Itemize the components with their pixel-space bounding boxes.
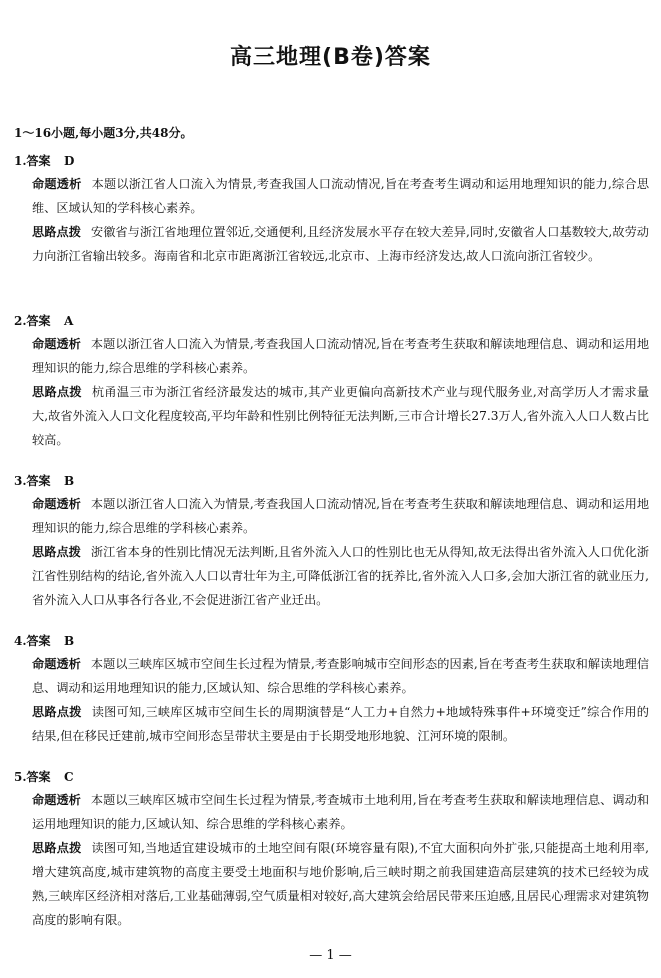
question-number: 3.	[14, 474, 27, 488]
question-1	[14, 150, 649, 268]
answer-label: 答案	[26, 314, 51, 328]
page-number: — 1 —	[309, 948, 352, 963]
hint-paragraph	[14, 380, 649, 452]
answer-label: 答案	[26, 770, 51, 784]
hint-paragraph	[14, 836, 649, 932]
question-number: 4.	[14, 634, 27, 648]
analysis-label: 命题透析	[32, 657, 81, 671]
analysis-text: 本题以三峡库区城市空间生长过程为情景,考查影响城市空间形态的因素,旨在考查考生获取和解读地理信息、调动和运用地理知识的能力,区域认知、综合思维的学科核心素养。	[32, 657, 650, 695]
answer-line	[14, 150, 649, 172]
question-5	[14, 766, 649, 932]
section-intro: 1～16小题,每小题3分,共48分。	[14, 126, 193, 140]
answer-line	[14, 630, 649, 652]
hint-paragraph	[14, 700, 649, 748]
analysis-text: 本题以浙江省人口流入为情景,考查我国人口流动情况,旨在考查考生获取和解读地理信息、调动和运用地理知识的能力,综合思维的学科核心素养。	[32, 337, 650, 375]
answer-line	[14, 470, 649, 492]
analysis-text: 本题以浙江省人口流入为情景,考查我国人口流动情况,旨在考查考生获取和解读地理信息、调动和运用地理知识的能力,综合思维的学科核心素养。	[32, 497, 650, 535]
answer-value: A	[64, 314, 74, 328]
answer-value: B	[64, 474, 75, 488]
answer-value: B	[64, 634, 75, 648]
hint-paragraph	[14, 220, 649, 268]
hint-label: 思路点拨	[32, 225, 81, 239]
answer-line	[14, 310, 649, 332]
analysis-paragraph	[14, 788, 649, 836]
analysis-paragraph	[14, 172, 649, 220]
hint-text: 浙江省本身的性别比情况无法判断,且省外流入人口的性别比也无从得知,故无法得出省外流入人口优化浙江省性别结构的结论,省外流入人口以青壮年为主,可降低浙江省的抚养比,省外流入人口多,会加大浙江省的就业压力,省外流入人口从事各行各业,不会促进浙江省产业迁出。	[32, 545, 650, 607]
answer-label: 答案	[26, 634, 51, 648]
analysis-text: 本题以三峡库区城市空间生长过程为情景,考查城市土地利用,旨在考查考生获取和解读地理信息、调动和运用地理知识的能力,区域认知、综合思维的学科核心素养。	[32, 793, 650, 831]
analysis-text: 本题以浙江省人口流入为情景,考查我国人口流动情况,旨在考查考生调动和运用地理知识的能力,综合思维、区域认知的学科核心素养。	[32, 177, 650, 215]
analysis-paragraph	[14, 332, 649, 380]
hint-paragraph	[14, 540, 649, 612]
hint-text: 安徽省与浙江省地理位置邻近,交通便利,且经济发展水平存在较大差异,同时,安徽省人口基数较大,故劳动力向浙江省输出较多。海南省和北京市距离浙江省较远,北京市、上海市经济发达,故人口流向浙江省较少。	[32, 225, 649, 263]
question-number: 1.	[14, 154, 27, 168]
question-4	[14, 630, 649, 748]
analysis-paragraph	[14, 652, 649, 700]
question-3	[14, 470, 649, 612]
answer-label: 答案	[26, 154, 51, 168]
hint-text: 读图可知,三峡库区城市空间生长的周期演替是“人工力+自然力+地域特殊事件+环境变迁”综合作用的结果,但在移民迁建前,城市空间形态呈带状主要是由于长期受地形地貌、江河环境的限制。	[32, 705, 649, 743]
hint-label: 思路点拨	[32, 385, 82, 399]
analysis-label: 命题透析	[32, 497, 81, 511]
hint-text: 读图可知,当地适宜建设城市的土地空间有限(环境容量有限),不宜大面积向外扩张,只能提高土地利用率,增大建筑高度,城市建筑物的高度主要受土地面积与地价影响,后三峡时期之前我国建造高层建筑的技术已经较为成熟,三峡库区经济相对落后,工业基础薄弱,空气质量相对较好,高大建筑会给居民带来压迫感,且居民心理需求对建筑物高度的影响有限。	[32, 841, 650, 927]
question-2	[14, 310, 649, 452]
answer-value: D	[64, 154, 75, 168]
hint-label: 思路点拨	[32, 545, 81, 559]
analysis-label: 命题透析	[32, 337, 81, 351]
hint-label: 思路点拨	[32, 841, 82, 855]
hint-label: 思路点拨	[32, 705, 82, 719]
page-title: 高三地理(B卷)答案	[230, 45, 431, 70]
answer-value: C	[64, 770, 74, 784]
answer-label: 答案	[26, 474, 51, 488]
analysis-label: 命题透析	[32, 793, 81, 807]
question-number: 5.	[14, 770, 27, 784]
answer-line	[14, 766, 649, 788]
analysis-label: 命题透析	[32, 177, 82, 191]
question-number: 2.	[14, 314, 27, 328]
hint-text: 杭甬温三市为浙江省经济最发达的城市,其产业更偏向高新技术产业与现代服务业,对高学历人才需求量大,故省外流入人口文化程度较高,平均年龄和性别比例特征无法判断,三市合计增长27.3万人,省外流入人口人数占比较高。	[32, 385, 650, 447]
analysis-paragraph	[14, 492, 649, 540]
